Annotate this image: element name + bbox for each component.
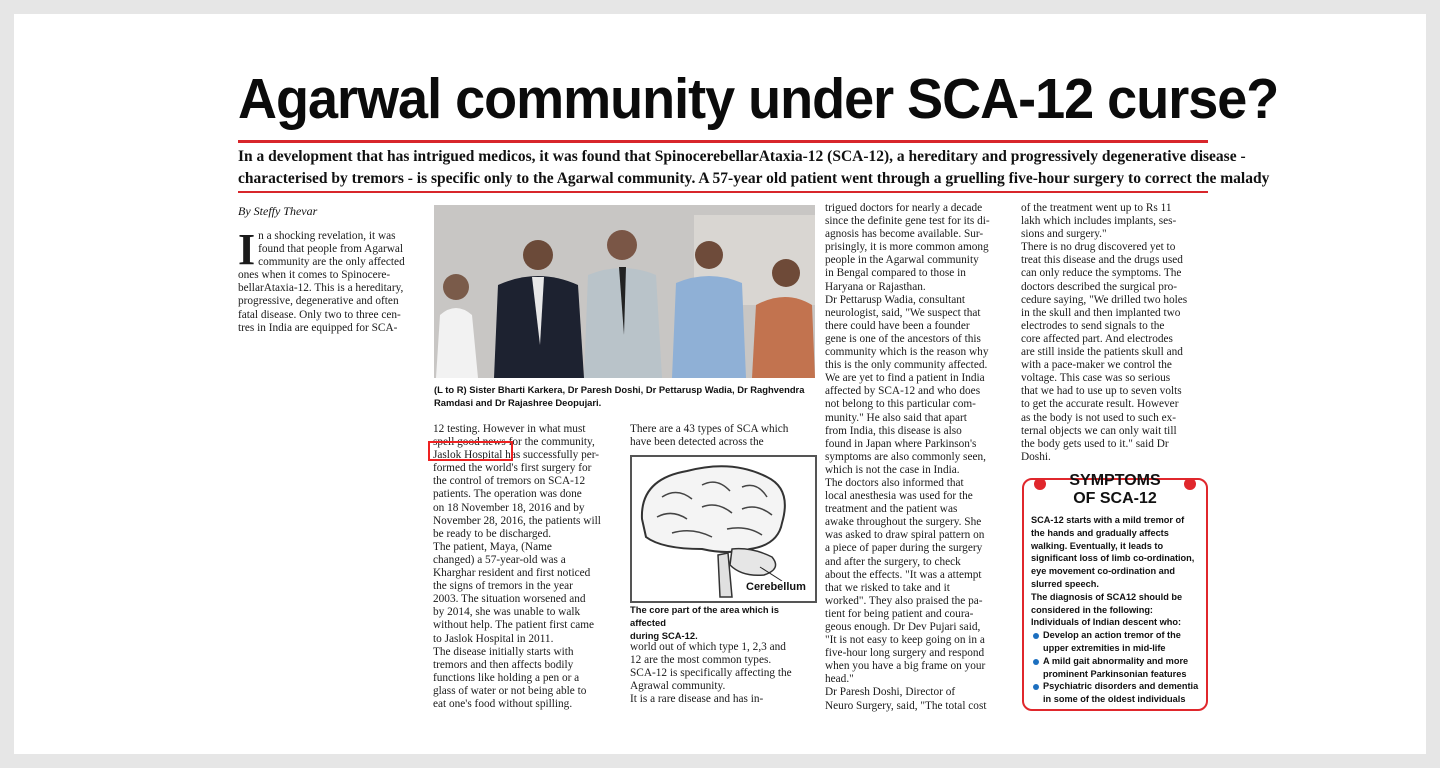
caption-line: Ramdasi and Dr Rajashree Deopujari. <box>434 397 602 408</box>
deck <box>238 146 1270 190</box>
text-line: found that people from Agarwal <box>258 243 404 256</box>
text-line: five-hour long surgery and respond <box>825 647 985 660</box>
symptoms-line: considered in the following: <box>1031 604 1153 615</box>
text-line: when you have a big frame on your <box>825 660 986 673</box>
text-line: glass of water or not being able to <box>433 684 587 697</box>
text-line: cedure saying, "We drilled two holes <box>1021 293 1188 306</box>
column-4 <box>825 202 1011 713</box>
text-line: to Jaslok Hospital in 2011. <box>433 632 554 645</box>
text-line: affected by SCA-12 and who does <box>825 385 981 398</box>
text-line: head." <box>825 673 854 686</box>
text-line: a piece of paper during the surgery <box>825 542 983 555</box>
text-line: Haryana or Rajasthan. <box>825 280 926 293</box>
bullet-line: prominent Parkinsonian features <box>1043 668 1187 679</box>
text-line: sions and surgery." <box>1021 228 1107 241</box>
text-line: ones when it comes to Spinocere- <box>238 269 391 282</box>
text-line: and after the surgery, to check <box>825 555 961 568</box>
text-line: which is not the case in India. <box>825 463 960 476</box>
symptoms-title-line: OF SCA-12 <box>1073 490 1157 507</box>
text-line: 2003. The situation worsened and <box>433 593 586 606</box>
deck-line: characterised by tremors - is specific only to the Agarwal community. A 57-year old patient went through a gruelling five-hour surgery to correct the malady <box>238 170 1270 187</box>
group-photo <box>434 205 815 378</box>
symptoms-line: The diagnosis of SCA12 should be <box>1031 591 1183 602</box>
headline: Agarwal community under SCA-12 curse? <box>238 67 1279 131</box>
text-line: "It is not easy to keep going on in a <box>825 634 985 647</box>
text-line: with a pace-maker we control the <box>1021 359 1172 372</box>
text-line: by 2014, she was unable to walk <box>433 606 581 619</box>
bullet-line: A mild gait abnormality and more <box>1043 655 1189 666</box>
text-line: 12 testing. However in what must <box>433 423 586 435</box>
text-line: Kharghar resident and first noticed <box>433 567 591 580</box>
text-line: functions like holding a pen or a <box>433 671 580 684</box>
text-line: be ready to be discharged. <box>433 527 552 540</box>
text-line: there could have been a founder <box>825 319 970 332</box>
text-line: in Bengal compared to those in <box>825 267 966 280</box>
text-line: changed) a 57-year-old was a <box>433 553 566 566</box>
text-line: that we risked to take and it <box>825 581 950 594</box>
text-line: local anesthesia was used for the <box>825 490 973 503</box>
symptoms-line: slurred speech. <box>1031 578 1099 589</box>
column-5 <box>1021 202 1207 464</box>
text-line: patients. The operation was done <box>433 488 582 501</box>
text-line: spell good news for the community, <box>433 436 595 449</box>
caption-line: (L to R) Sister Bharti Karkera, Dr Paresh Doshi, Dr Pettarusp Wadia, Dr Raghvendra <box>434 384 805 395</box>
symptoms-line: eye movement co-ordination and <box>1031 566 1175 577</box>
text-line: on 18 November 18, 2016 and by <box>433 501 585 514</box>
text-line: eat one's food without spilling. <box>433 697 573 710</box>
drop-cap: I <box>238 225 256 274</box>
text-line: of the treatment went up to Rs 11 <box>1021 202 1172 214</box>
text-line: agnosis has become available. Sur- <box>825 228 984 241</box>
text-line: this is the only community affected. <box>825 359 988 372</box>
symptoms-title <box>1022 472 1208 508</box>
text-line: awake throughout the surgery. She <box>825 516 982 529</box>
deck-rule <box>238 191 1208 193</box>
bullet-line: upper extremities in mid-life <box>1043 642 1166 653</box>
symptoms-body <box>1031 514 1205 706</box>
text-line: Dr Pettarusp Wadia, consultant <box>825 293 966 306</box>
byline: By Steffy Thevar <box>238 204 318 218</box>
text-line: not belong to this particular com- <box>825 398 976 411</box>
text-line: electrodes to send signals to the <box>1021 319 1165 332</box>
brain-icon <box>632 457 815 601</box>
text-line: prisingly, it is more common among <box>825 241 989 254</box>
text-line: neurologist, said, "We suspect that <box>825 306 981 319</box>
text-line: world out of which type 1, 2,3 and <box>630 641 786 653</box>
symptoms-title-line: SYMPTOMS <box>1069 472 1161 489</box>
text-line: trigued doctors for nearly a decade <box>825 202 983 214</box>
text-line: the body gets used to it." said Dr <box>1021 437 1169 450</box>
text-line: There is no drug discovered yet to <box>1021 241 1176 254</box>
text-line: that we had to use up to seven volts <box>1021 385 1182 398</box>
brain-illustration <box>630 455 817 603</box>
bullet-icon <box>1033 633 1039 639</box>
symptoms-line: walking. Eventually, it leads to <box>1031 540 1164 551</box>
photo-caption <box>434 383 815 409</box>
bullet-line: Psychiatric disorders and dementia <box>1043 681 1199 692</box>
text-line: found in Japan where Parkinson's <box>825 437 977 450</box>
symptom-bullet <box>1031 655 1205 681</box>
text-line: Jaslok Hospital has successfully per- <box>433 449 600 462</box>
text-line: The disease initially starts with <box>433 645 574 658</box>
text-line: the control of tremors on SCA-12 <box>433 475 586 488</box>
deck-line: In a development that has intrigued medicos, it was found that SpinocerebellarAtaxia-12 (SCA-12), a hereditary and progressively degenerative disease - <box>238 148 1246 165</box>
column-2 <box>433 423 619 711</box>
caption-line: The core part of the area which is affected <box>630 604 779 628</box>
text-line: November 28, 2016, the patients will <box>433 514 601 527</box>
symptom-bullet <box>1031 680 1205 706</box>
text-line: tremors and then affects bodily <box>433 658 574 671</box>
text-line: munity." He also said that apart <box>825 411 967 424</box>
text-line: voltage. This case was so serious <box>1021 372 1171 385</box>
text-line: core affected part. And electrodes <box>1021 332 1173 345</box>
symptom-bullet <box>1031 629 1205 655</box>
text-line: are still inside the patients skull and <box>1021 346 1183 359</box>
text-line: We are yet to find a patient in India <box>825 372 985 385</box>
text-line: treatment and the patient was <box>825 503 958 516</box>
text-line: fatal disease. Only two to three cen- <box>238 308 401 321</box>
headline-rule <box>238 140 1208 143</box>
text-line: people in the Agarwal community <box>825 254 979 267</box>
text-line: the signs of tremors in the year <box>433 580 573 593</box>
highlight-box <box>428 441 513 461</box>
text-line: community are the only affected <box>258 256 405 269</box>
text-line: from India, this disease is also <box>825 424 962 437</box>
text-line: ternal objects we can only wait till <box>1021 424 1177 437</box>
text-line: formed the world's first surgery for <box>433 462 592 475</box>
text-line: lakh which includes implants, ses- <box>1021 215 1177 228</box>
bullet-icon <box>1033 684 1039 690</box>
text-line: Dr Paresh Doshi, Director of <box>825 686 956 699</box>
text-line: treat this disease and the drugs used <box>1021 254 1183 267</box>
text-line: about the effects. "It was a attempt <box>825 568 982 581</box>
text-line: The patient, Maya, (Name <box>433 540 552 553</box>
symptoms-line: SCA-12 starts with a mild tremor of <box>1031 515 1185 525</box>
brain-caption <box>630 603 814 642</box>
text-line: bellarAtaxia-12. This is a hereditary, <box>238 282 404 295</box>
text-line: since the definite gene test for its di- <box>825 215 990 228</box>
column-3-bottom <box>630 641 814 706</box>
text-line: geous enough. Dr Dev Pujari said, <box>825 621 981 633</box>
text-line: progressive, degenerative and often <box>238 295 399 308</box>
text-line: gene is one of the ancestors of this <box>825 332 981 345</box>
text-line: symptoms are also commonly seen, <box>825 450 986 463</box>
bullet-icon <box>1033 659 1039 665</box>
text-line: without help. The patient first came <box>433 619 595 632</box>
bullet-line: Develop an action tremor of the <box>1043 630 1181 641</box>
text-line: SCA-12 is specifically affecting the <box>630 667 792 680</box>
text-line: doctors described the surgical pro- <box>1021 280 1178 293</box>
text-line: in the skull and then implanted two <box>1021 306 1181 319</box>
column-1 <box>238 225 422 335</box>
symptoms-line: significant loss of limb co-ordination, <box>1031 553 1195 564</box>
cerebellum-label: Cerebellum <box>746 581 806 593</box>
caption-line: during SCA-12. <box>630 630 698 641</box>
symptoms-line: Individuals of Indian descent who: <box>1031 617 1182 628</box>
text-line: 12 are the most common types. <box>630 654 772 667</box>
text-line: was asked to draw spiral pattern on <box>825 529 985 542</box>
text-line: It is a rare disease and has in- <box>630 693 764 706</box>
text-line: have been detected across the <box>630 436 764 449</box>
bullet-line: in some of the oldest individuals <box>1043 694 1186 705</box>
text-line: tient for being patient and coura- <box>825 607 974 620</box>
text-line: tres in India are equipped for SCA- <box>238 321 398 334</box>
text-line: The doctors also informed that <box>825 476 964 489</box>
text-line: Neuro Surgery, said, "The total cost <box>825 699 987 712</box>
text-line: community which is the reason why <box>825 346 989 359</box>
people-image <box>434 205 815 378</box>
text-line: n a shocking revelation, it was <box>258 230 396 242</box>
text-line: There are a 43 types of SCA which <box>630 423 789 435</box>
text-line: Agrawal community. <box>630 680 726 693</box>
text-line: can only reduce the symptoms. The <box>1021 267 1182 280</box>
symptoms-line: the hands and gradually affects <box>1031 527 1169 538</box>
text-line: to get the accurate result. However <box>1021 398 1179 411</box>
text-line: Doshi. <box>1021 450 1051 463</box>
text-line: worked". They also praised the pa- <box>825 594 983 607</box>
column-3-top <box>630 423 814 449</box>
text-line: as the body is not used to such ex- <box>1021 411 1176 424</box>
